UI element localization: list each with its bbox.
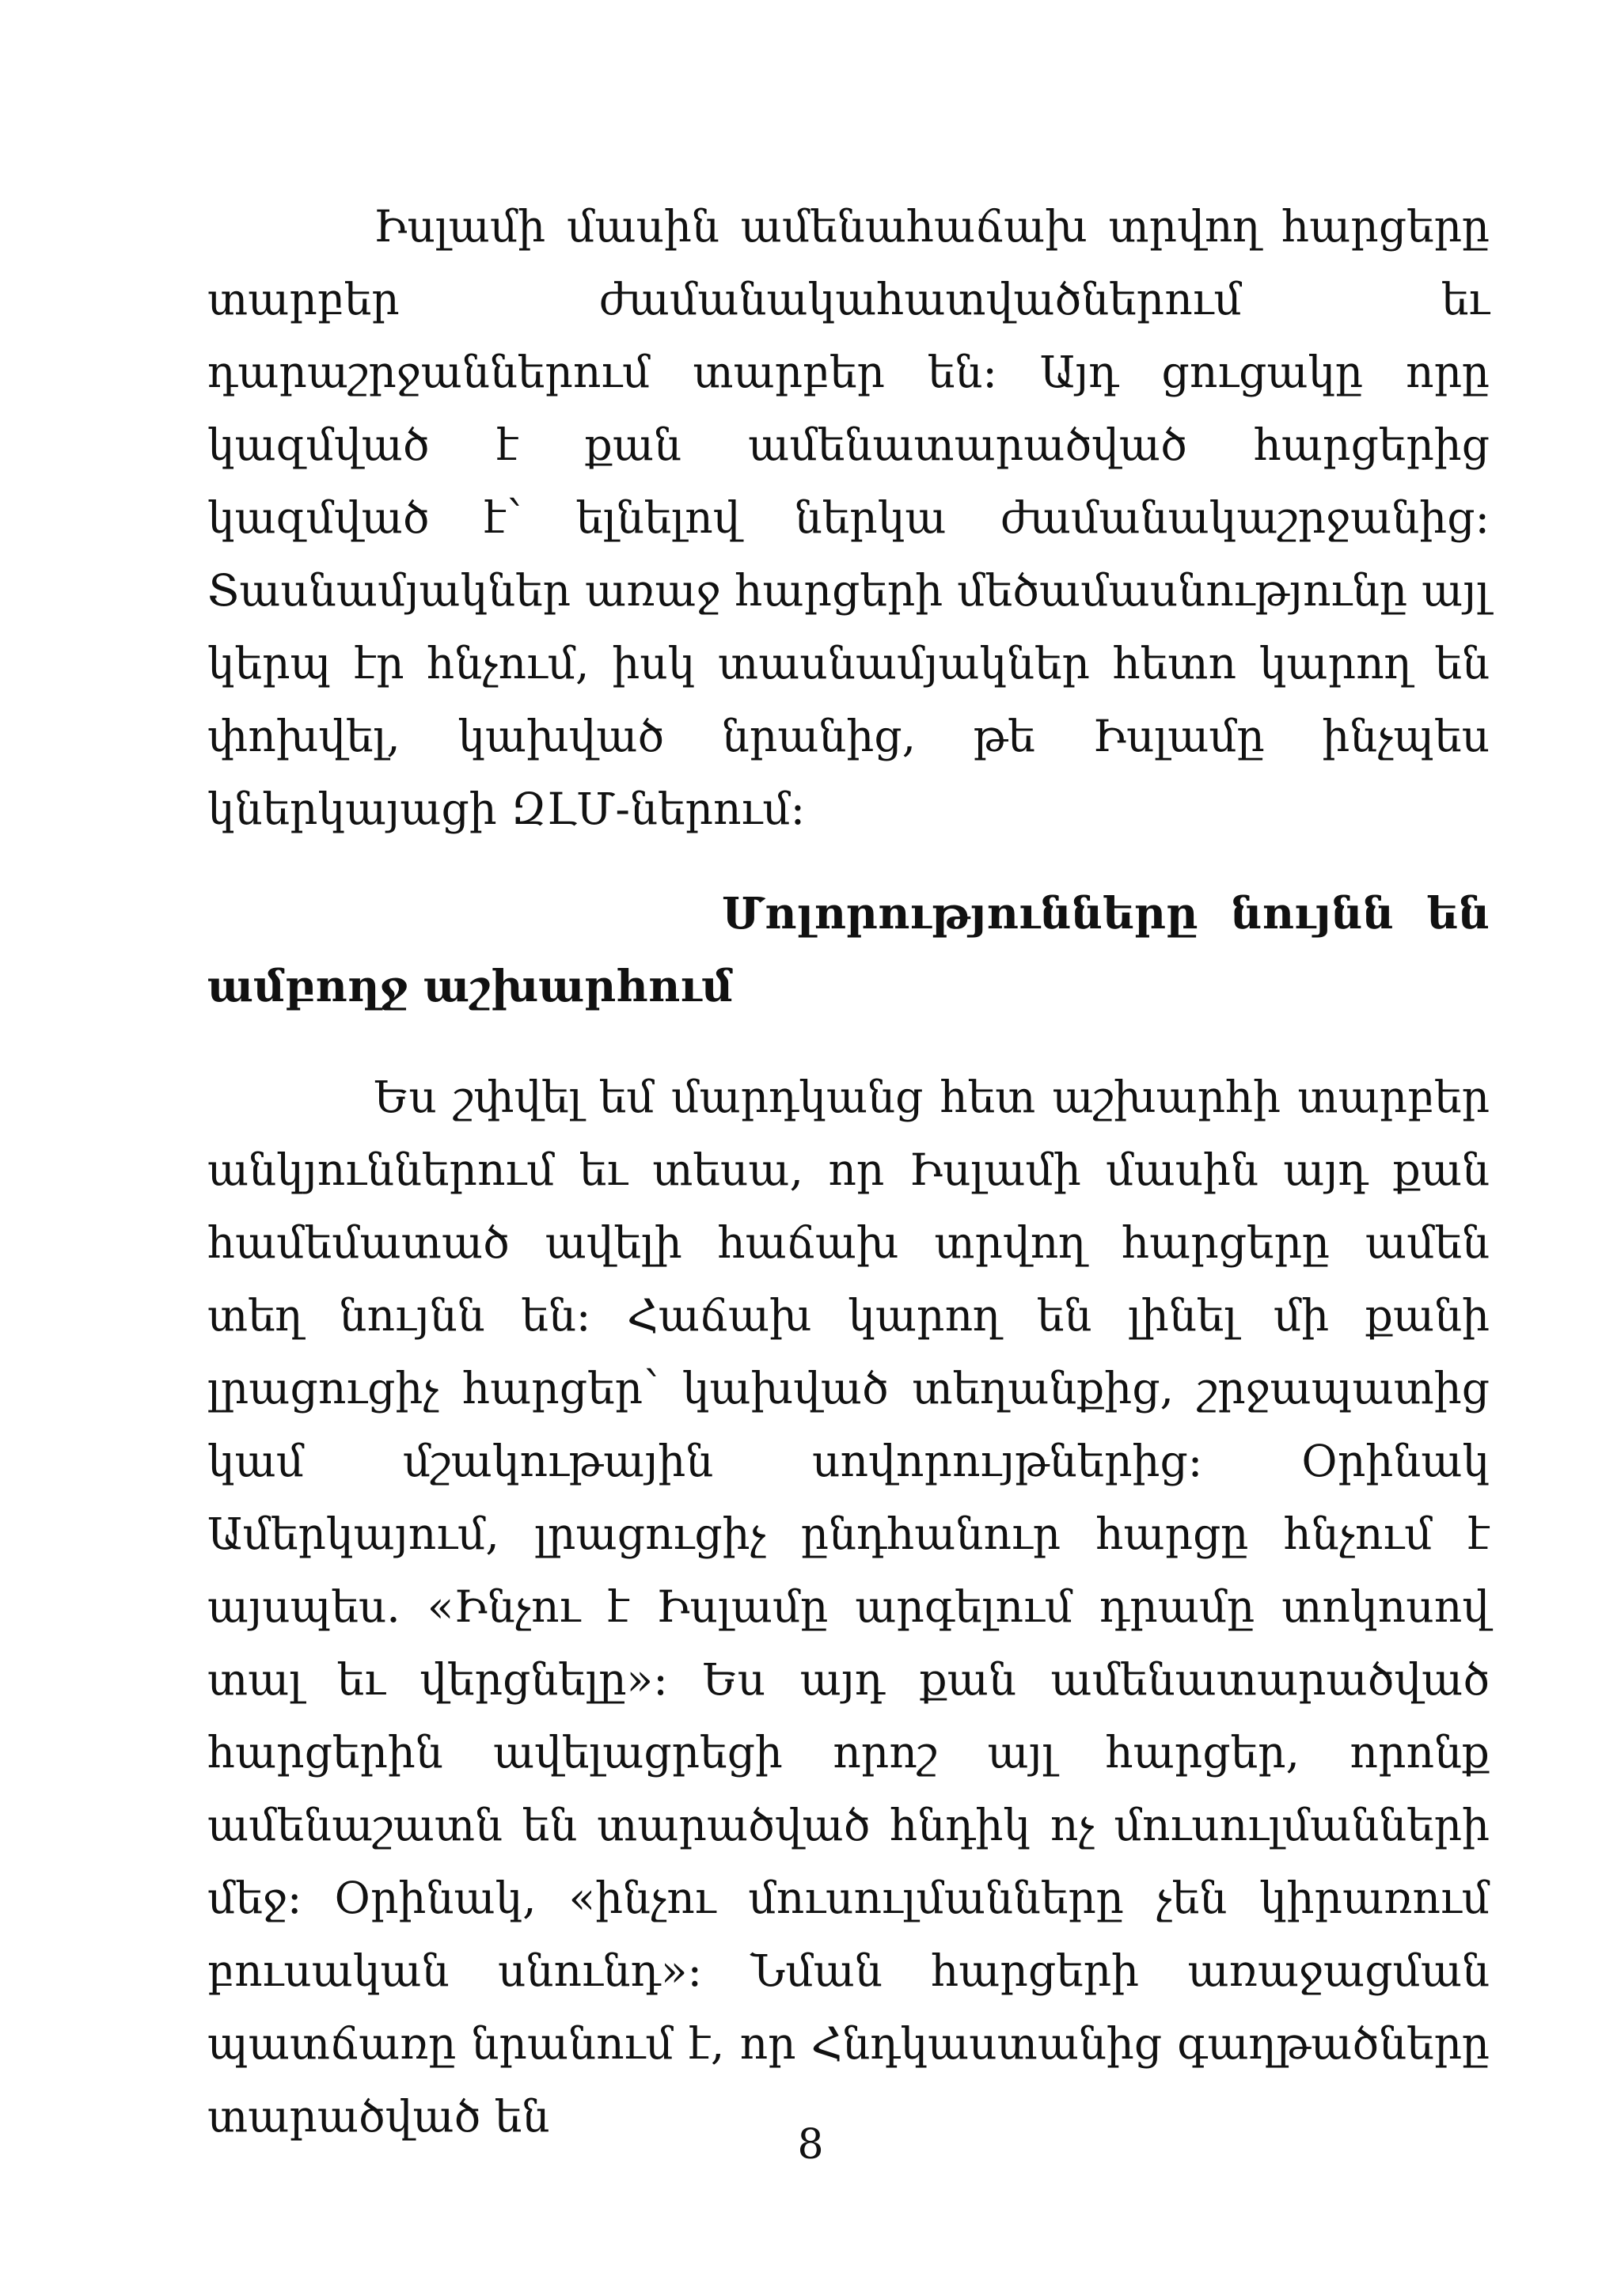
body-paragraph-misconceptions: Ես շփվել եմ մարդկանց հետ աշխարհի տարբեր անկյուններում եւ տեսա, որ Իսլամի մասին այդ քան համեմատած ավելի հաճախ տրվող հարցերը ամեն տեղ նույնն են: Հաճախ կարող են լինել մի քանի լրացուցիչ հարցեր՝ կախված տեղանքից, շրջապատից կամ մշակութային սովորույթներից: Օրինակ Ամերկայում, լրացուցիչ ընդհանուր հարցը հնչում է այսպես. «Ինչու է Իսլամը արգելում դրամը տոկոսով տալ եւ վերցնելը»: Ես այդ քան ամենատարածված հարցերին ավելացրեցի որոշ այլ հարցեր, որոնք ամենաշատն են տարածված հնդիկ ոչ մուսուլմանների մեջ: Օրինակ, «ինչու մուսուլմանները չեն կիրառում բուսական սնունդ»: Նման հարցերի առաջացման պատճառը նրանում է, որ Հնդկաստանից գաղթածները տարածված են xyxy=(207,1072,1490,2142)
body-paragraph-intro: Իսլամի մասին ամենահաճախ տրվող հարցերը տարբեր ժամանակահատվածներում եւ դարաշրջաններում տարբեր են: Այդ ցուցակը որը կազմված է քան ամենատարածված հարցերից կազմված է՝ ելնելով ներկա ժամանակաշրջանից: Տասնամյակներ առաջ հարցերի մեծամասնությունը այլ կերպ էր հնչում, իսկ տասնամյակներ հետո կարող են փոխվել, կախված նրանից, թե Իսլամը ինչպես կներկայացի ԶԼՄ-ներում: xyxy=(207,201,1490,834)
page-number: 8 xyxy=(797,2121,824,2169)
section-heading: Մոլորությունները նույնն են ամբողջ աշխարհում xyxy=(207,887,1490,1011)
